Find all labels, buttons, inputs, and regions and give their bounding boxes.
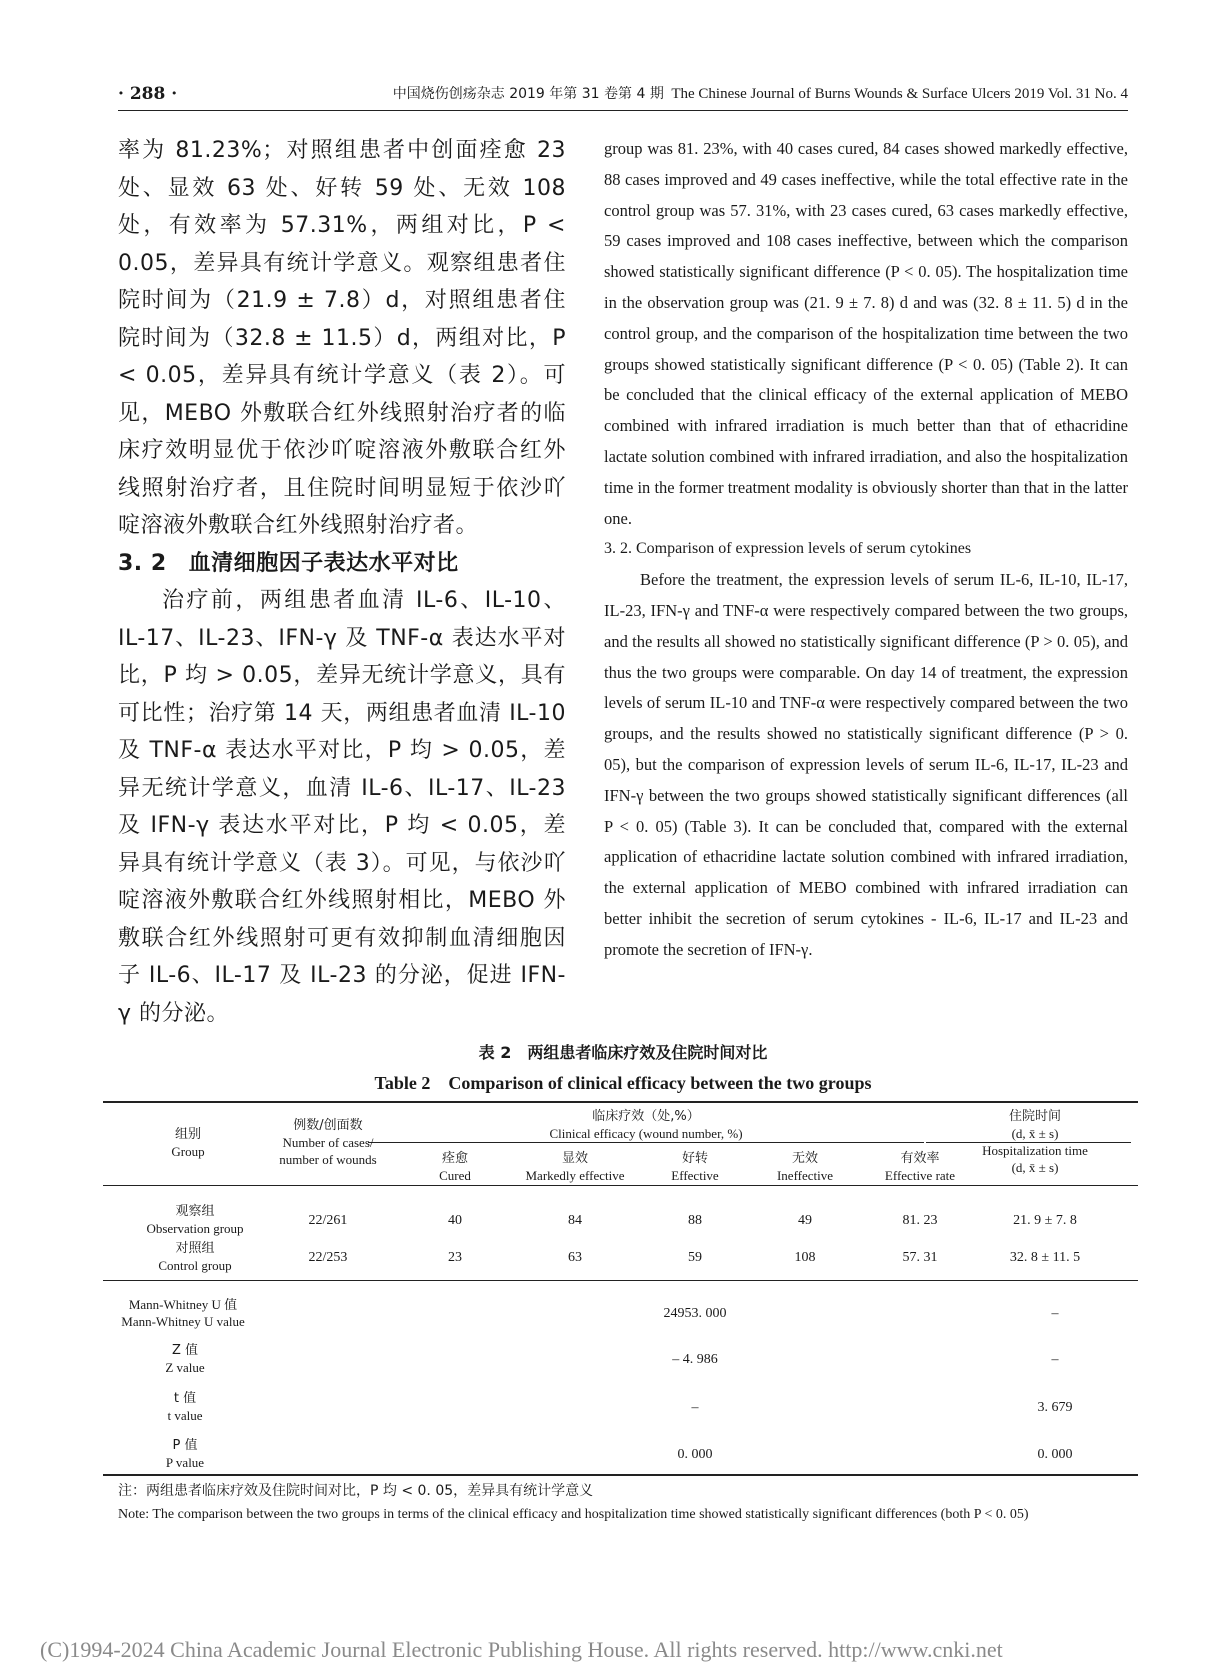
- efficacy-span-rule: [368, 1142, 924, 1143]
- table-bottom-rule: [103, 1474, 1138, 1476]
- number-header-en-1: Number of cases/: [282, 1135, 374, 1150]
- copyright-footer: (C)1994-2024 China Academic Journal Electronic Publishing House. All rights reserved. http://www.cnki.net: [40, 1637, 1003, 1662]
- subheader-effective-rate-en: Effective rate: [884, 1168, 956, 1183]
- efficacy-header-en: Clinical efficacy (wound number, %): [549, 1126, 743, 1141]
- stat-z-hosp: –: [1051, 1352, 1059, 1367]
- journal-title-en: The Chinese Journal of Burns Wounds & Surface Ulcers 2019 Vol. 31 No. 4: [671, 86, 1128, 102]
- subheader-cured-en: Cured: [439, 1168, 471, 1183]
- subheader-effective-rate-cn: 有效率: [900, 1151, 940, 1166]
- cn-paragraph-1: 率为 81.23%；对照组患者中创面痊愈 23 处、显效 63 处、好转 59 处、无效 108 处，有效率为 57.31%，两组对比，P < 0.05，差异具有统计学意义。观察组患者住院时间为（21.9 ± 7.8）d，对照组患者住院时间为（32.8 ± 11.5）d，两组对比，P < 0.05，差异具有统计学意义（表 2）。可见，MEBO 外敷联合红外线照射治疗者的临床疗效明显优于依沙吖啶溶液外敷联合红外线照射治疗者，且住院时间明显短于依沙吖啶溶液外敷联合红外线照射治疗者。: [118, 138, 566, 538]
- stat-t-label: [120, 1390, 250, 1424]
- row-control-label-cn: 对照组: [175, 1241, 215, 1256]
- subheader-effective-cn: 好转: [681, 1151, 708, 1166]
- row-control-rate: 57. 31: [902, 1250, 938, 1265]
- cn-section-title: 血清细胞因子表达水平对比: [188, 550, 459, 576]
- stat-p-label: [120, 1437, 250, 1471]
- header-rule: [118, 110, 1128, 111]
- body-separator-rule: [103, 1280, 1138, 1281]
- efficacy-header: [368, 1108, 924, 1142]
- stat-z-label-en: Z value: [165, 1360, 205, 1375]
- row-control-hosp: 32. 8 ± 11. 5: [1009, 1250, 1081, 1265]
- english-column: [604, 134, 1128, 966]
- stat-u-efficacy: 24953. 000: [663, 1306, 727, 1321]
- en-paragraph-2: Before the treatment, the expression levels of serum IL-6, IL-10, IL-17, IL-23, IFN-γ and TNF-α were respectively compared between the two groups, and the results all showed no statistically significant difference (P > 0. 05), and thus the two groups were comparable. On day 14 of treatment, the expression levels of serum IL-10 and TNF-α were respectively compared between the two groups, and the results showed no statistically significant difference (P > 0. 05), but the comparison of expression levels of serum IL-6, IL-17, IL-23 and IFN-γ between the two groups showed statistically significant differences (all P < 0. 05) (Table 3). It can be concluded that, compared with the external application of ethacridine lactate solution combined with infrared irradiation, the external application of MEBO combined with infrared irradiation can better inhibit the secretion of serum cytokines - IL-6, IL-17 and IL-23 and promote the secretion of IFN-γ.: [604, 570, 1128, 959]
- stat-t-label-en: t value: [167, 1408, 203, 1423]
- stat-p-efficacy: 0. 000: [677, 1447, 713, 1462]
- subheader-cured: [400, 1150, 510, 1184]
- group-header: [128, 1126, 248, 1160]
- subheader-ineffective: [750, 1150, 860, 1184]
- stat-u-label-cn: Mann-Whitney U 值: [128, 1297, 238, 1312]
- running-header: [118, 80, 1128, 108]
- subheader-ineffective-cn: 无效: [791, 1151, 818, 1166]
- stat-p-label-en: P value: [165, 1455, 205, 1470]
- stat-t-label-cn: t 值: [173, 1391, 197, 1406]
- subheader-markedly-effective-cn: 显效: [561, 1151, 588, 1166]
- row-control-label: [120, 1240, 270, 1274]
- row-observation-rate: 81. 23: [902, 1213, 938, 1228]
- row-control-markedly: 63: [568, 1250, 582, 1265]
- stat-u-label-en: Mann-Whitney U value: [121, 1314, 245, 1329]
- chinese-column: [118, 132, 566, 1032]
- row-control-number: 22/253: [308, 1250, 348, 1265]
- row-observation-hosp: 21. 9 ± 7. 8: [1013, 1213, 1077, 1228]
- subheader-markedly-effective-en: Markedly effective: [525, 1168, 625, 1183]
- row-control-cured: 23: [448, 1250, 462, 1265]
- subheader-ineffective-en: Ineffective: [776, 1168, 834, 1183]
- hosp-header: [960, 1108, 1110, 1176]
- page-number: · 288 ·: [118, 84, 178, 104]
- cn-section-number: 3. 2: [118, 550, 167, 576]
- row-control-label-en: Control group: [158, 1258, 232, 1273]
- row-observation-label-cn: 观察组: [175, 1204, 215, 1219]
- efficacy-header-cn: 临床疗效（处,%）: [592, 1109, 700, 1124]
- stat-u-label: [103, 1296, 263, 1330]
- row-observation-label: [120, 1203, 270, 1237]
- row-observation-label-en: Observation group: [146, 1221, 244, 1236]
- stat-z-label-cn: Z 值: [171, 1343, 199, 1358]
- cn-section-heading: [118, 545, 566, 583]
- stat-t-efficacy: –: [691, 1400, 699, 1415]
- header-bottom-rule: [103, 1185, 1138, 1186]
- en-section-heading: 3. 2. Comparison of expression levels of serum cytokines: [604, 540, 972, 558]
- subheader-effective-rate: [860, 1150, 980, 1184]
- row-control-effective: 59: [688, 1250, 702, 1265]
- hosp-header-en: Hospitalization time: [982, 1143, 1088, 1158]
- table-caption-cn: 表 2 两组患者临床疗效及住院时间对比: [478, 1043, 768, 1062]
- hosp-header-cn: 住院时间: [1008, 1109, 1061, 1124]
- row-control-ineffective: 108: [794, 1250, 816, 1265]
- subheader-effective: [640, 1150, 750, 1184]
- row-observation-effective: 88: [688, 1213, 702, 1228]
- stat-z-label: [120, 1342, 250, 1376]
- row-observation-ineffective: 49: [798, 1213, 812, 1228]
- table-caption-en: Table 2 Comparison of clinical efficacy between the two groups: [374, 1073, 872, 1093]
- subheader-effective-en: Effective: [671, 1168, 719, 1183]
- stat-t-hosp: 3. 679: [1037, 1400, 1073, 1415]
- number-header-cn: 例数/创面数: [293, 1118, 363, 1133]
- hosp-header-unit-2: (d, x̄ ± s): [1011, 1160, 1059, 1175]
- en-paragraph-1: group was 81. 23%, with 40 cases cured, 84 cases showed markedly effective, 88 cases improved and 49 cases ineffective, while the total effective rate in the control group was 57. 31%, with 23 cases cured, 63 cases markedly effective, 59 cases improved and 108 cases ineffective, between which the comparison showed statistically significant difference (P < 0. 05). The hospitalization time in the observation group was (21. 9 ± 7. 8) d and was (32. 8 ± 11. 5) d in the control group, and the comparison of the hospitalization time between the two groups showed statistically significant difference (P < 0. 05) (Table 2). It can be concluded that the clinical efficacy of the external application of MEBO combined with infrared irradiation is much better than that of ethacridine lactate solution combined with infrared irradiation, and also the hospitalization time in the former treatment modality is obviously shorter than that in the latter one.: [604, 139, 1128, 528]
- group-header-en: Group: [171, 1144, 205, 1159]
- journal-title-cn: 中国烧伤创疡杂志 2019 年第 31 卷第 4 期: [392, 86, 664, 102]
- stat-p-hosp: 0. 000: [1037, 1447, 1073, 1462]
- hosp-header-unit: (d, x̄ ± s): [1011, 1126, 1059, 1141]
- stat-u-hosp: –: [1051, 1306, 1059, 1321]
- subheader-markedly-effective: [510, 1150, 640, 1184]
- table-note-en: Note: The comparison between the two groups in terms of the clinical efficacy and hospitalization time showed statistically significant differences (both P < 0. 05): [118, 1507, 1029, 1522]
- cn-paragraph-2: 治疗前，两组患者血清 IL-6、IL-10、IL-17、IL-23、IFN-γ 及 TNF-α 表达水平对比，P 均 > 0.05，差异无统计学意义，具有可比性；治疗第 14 天，两组患者血清 IL-10 及 TNF-α 表达水平对比，P 均 > 0.05，差异无统计学意义，血清 IL-6、IL-17、IL-23 及 IFN-γ 表达水平对比，P 均 < 0.05，差异具有统计学意义（表 3）。可见，与依沙吖啶溶液外敷联合红外线照射相比，MEBO 外敷联合红外线照射可更有效抑制血清细胞因子 IL-6、IL-17 及 IL-23 的分泌，促进 IFN-γ 的分泌。: [118, 588, 566, 1026]
- stat-p-label-cn: P 值: [172, 1438, 198, 1453]
- journal-title: [393, 80, 1128, 108]
- row-observation-cured: 40: [448, 1213, 462, 1228]
- group-header-cn: 组别: [174, 1127, 201, 1142]
- number-header-en-2: number of wounds: [279, 1152, 377, 1167]
- row-observation-number: 22/261: [308, 1213, 348, 1228]
- row-observation-markedly: 84: [568, 1213, 582, 1228]
- table-top-rule: [103, 1101, 1138, 1103]
- table-note-cn: 注：两组患者临床疗效及住院时间对比，P 均 < 0. 05，差异具有统计学意义: [118, 1483, 594, 1499]
- stat-z-efficacy: – 4. 986: [672, 1352, 718, 1367]
- subheader-cured-cn: 痊愈: [441, 1151, 468, 1166]
